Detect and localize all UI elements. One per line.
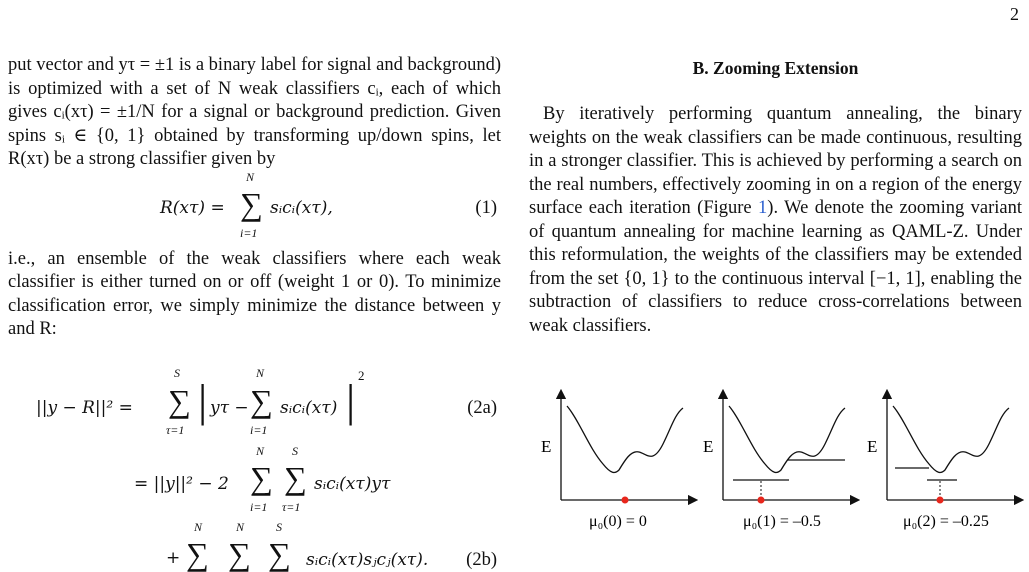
- eq2b-line2-sum1-top: N: [256, 443, 265, 458]
- eq2b-line3-sum2-top: N: [236, 519, 245, 534]
- energy-zoom-svg: [531, 380, 1025, 560]
- eq2a-sum2-bottom: i=1: [250, 422, 268, 437]
- paragraph-ensemble: i.e., an ensemble of the weak classifiers where each weak classifier is either turned on or off (weight 1 or 0). To minimize classification error, we simply minimize the distance between y and R:: [8, 248, 501, 339]
- eq1-sum-bottom: i=1: [240, 225, 258, 240]
- eq2a-lhs: ||y − R||² =: [36, 397, 133, 418]
- eq2b-line2-sum1-bottom: i=1: [250, 499, 268, 514]
- eq2b-line2-sum2-bottom: τ=1: [282, 499, 301, 514]
- panel-3-minimum-marker: [937, 497, 944, 504]
- eq2b-line2-sum2-top: S: [292, 443, 298, 458]
- panel-3: [867, 394, 1019, 530]
- figure-reference-link[interactable]: 1: [758, 198, 768, 218]
- eq2b-line2-rhs: sᵢcᵢ(xτ)yτ: [314, 473, 391, 494]
- left-column: [8, 54, 501, 572]
- eq2b-line3-sum3-symbol: ∑: [268, 535, 291, 572]
- paragraph-zooming-text-a: By iteratively performing quantum annealing, the binary weights on the weak classifiers can be made continuous, resulting in a stronger classifier. This is achieved by performing a search on the real numbers, effectively zooming in on a region of the energy surface each iteration (Figure: [529, 104, 1022, 218]
- panel-1: [541, 394, 693, 530]
- eq1-lhs: R(xτ) =: [160, 197, 225, 218]
- eq1-number: (1): [475, 197, 497, 218]
- panel-2-minimum-marker: [758, 497, 765, 504]
- equation-2: [8, 342, 501, 572]
- eq2b-line3-rhs: sᵢcᵢ(xτ)sⱼcⱼ(xτ).: [306, 549, 429, 570]
- panel-1-caption: μ₀(0) = 0: [589, 513, 647, 530]
- section-title: B. Zooming Extension: [692, 58, 859, 78]
- panel-2-axis-label: E: [703, 437, 714, 456]
- eq2a-sum1-top: S: [174, 365, 180, 380]
- panel-3-axis-label: E: [867, 437, 878, 456]
- eq2b-line2-sum1-symbol: ∑: [250, 459, 273, 496]
- panel-3-caption: μ₀(2) = –0.25: [903, 513, 989, 530]
- equation-1: [8, 169, 501, 248]
- panel-1-axis-label: E: [541, 437, 552, 456]
- eq1-sum-symbol: ∑: [240, 185, 263, 222]
- eq2b-line3-sum1-top: N: [194, 519, 203, 534]
- panel-3-energy-curve: [893, 406, 1009, 472]
- eq2a-rhs: sᵢcᵢ(xτ): [280, 397, 338, 418]
- eq2b-line2-lhs: = ||y||² − 2: [134, 473, 229, 494]
- paragraph-zooming-extension: [529, 103, 1022, 338]
- panel-2-energy-curve: [729, 406, 845, 472]
- eq2a-abs-left: |: [198, 374, 208, 426]
- eq2b-line3-plus: +: [166, 547, 181, 568]
- eq2b-line3-sum2-symbol: ∑: [228, 535, 251, 572]
- eq2a-power: 2: [358, 367, 365, 383]
- eq2a-number: (2a): [467, 397, 497, 418]
- page-number: 2: [1010, 4, 1019, 24]
- eq1-sum-top: N: [246, 169, 255, 184]
- eq2a-abs-right: |: [346, 374, 356, 426]
- paragraph-zooming-text-b: ). We denote the zooming variant of quantum annealing for machine learning as QAML-Z. Under this reformulation, the weights of the classifiers may be extended from the set {0, 1} to the continuous interval [−1, 1], enabling the subtraction of classifiers to reduce cross-correlations between weak classifiers.: [529, 198, 1022, 336]
- eq2a-sum1-bottom: τ=1: [166, 422, 185, 437]
- paragraph-weak-classifiers: put vector and yτ = ±1 is a binary label for signal and background) is optimized with a set of N weak classifiers cᵢ, each of which gives cᵢ(xτ) = ±1/N for a signal or background prediction. Given spins sᵢ ∈ {0, 1} obtained by transforming up/down spins, let R(xτ) be a strong classifier given by: [8, 55, 501, 169]
- eq2a-inner: yτ −: [210, 397, 249, 418]
- eq2a-sum2-top: N: [256, 365, 265, 380]
- panel-1-minimum-marker: [622, 497, 629, 504]
- eq2a-sum2-symbol: ∑: [250, 382, 273, 419]
- eq1-rhs: sᵢcᵢ(xτ),: [270, 197, 333, 218]
- eq2b-line3-sum1-symbol: ∑: [186, 535, 209, 572]
- eq2a-sum1-symbol: ∑: [168, 382, 191, 419]
- eq2b-number: (2b): [466, 549, 497, 570]
- panel-1-energy-curve: [567, 406, 683, 472]
- right-column: [529, 54, 1022, 338]
- eq2b-line2-sum2-symbol: ∑: [284, 459, 307, 496]
- panel-2-caption: μ₀(1) = –0.5: [743, 513, 821, 530]
- eq2b-line3-sum3-top: S: [276, 519, 282, 534]
- energy-zoom-figure: [531, 380, 1025, 560]
- panel-2: [703, 394, 855, 530]
